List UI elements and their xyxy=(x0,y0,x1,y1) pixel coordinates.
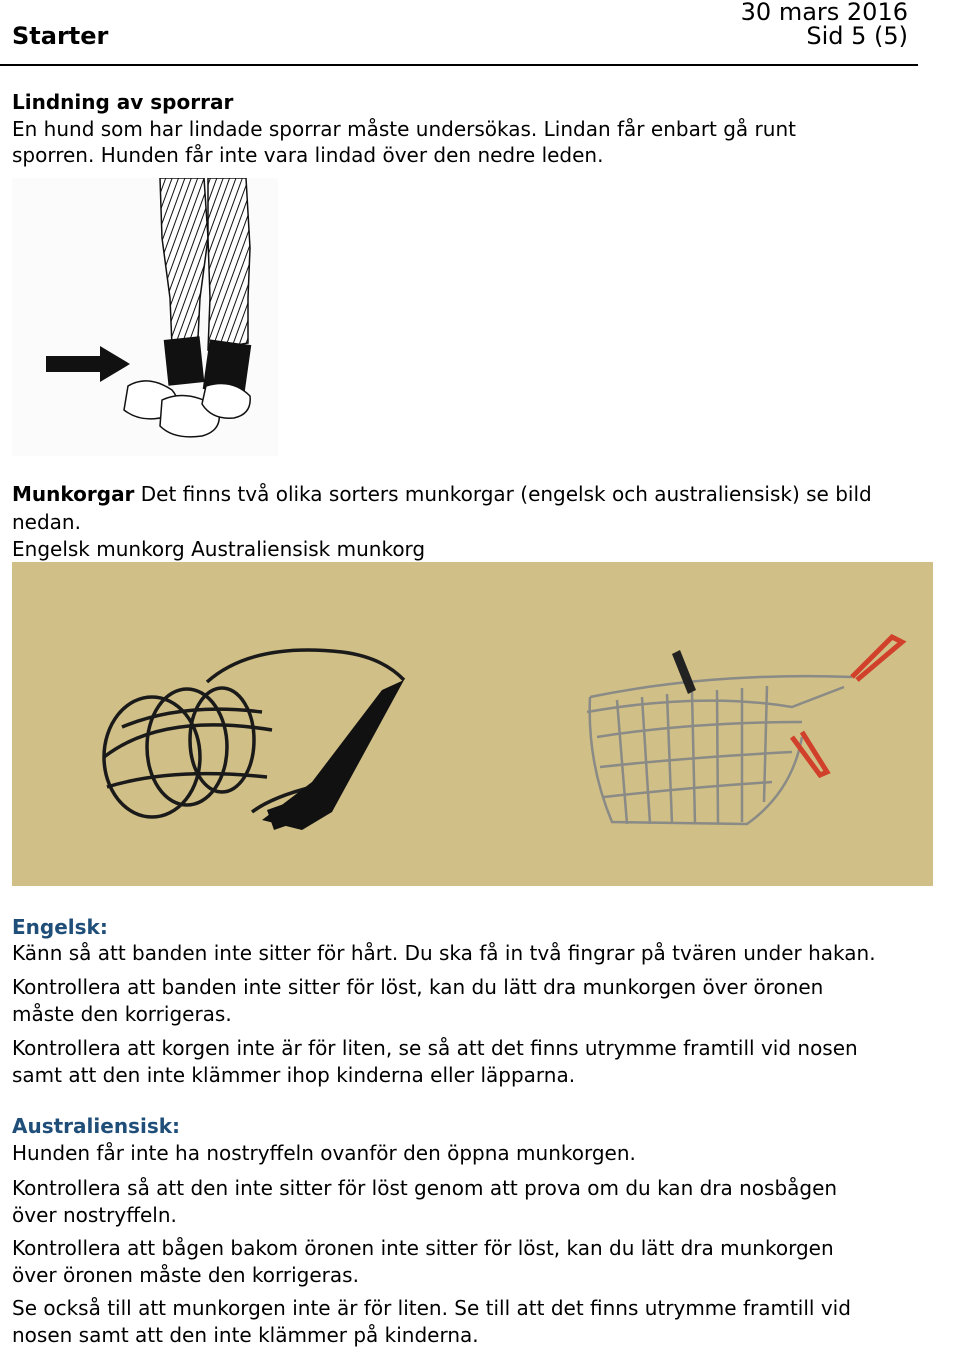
muzzles-photo xyxy=(12,562,933,886)
header-divider xyxy=(0,64,918,66)
australiensisk-text-3-line-2: över öronen måste den korrigeras. xyxy=(12,1263,359,1287)
munkorgar-text-line-1 xyxy=(12,481,960,507)
engelsk-text-3-line-1: Kontrollera att korgen inte är för liten, se så att det finns utrymme framtill vid nosen xyxy=(12,1036,858,1060)
bandaged-legs-illustration xyxy=(12,178,278,456)
munkorgar-text-line-2: nedan. xyxy=(12,510,81,534)
engelsk-text-1: Känn så att banden inte sitter för hårt. Du ska få in två fingrar på tvären under hakan. xyxy=(12,941,876,965)
engelsk-text-3-line-2: samt att den inte klämmer ihop kinderna eller läpparna. xyxy=(12,1063,576,1087)
section-heading-lindning: Lindning av sporrar xyxy=(12,90,234,114)
australiensisk-text-2-line-2: över nostryffeln. xyxy=(12,1203,177,1227)
lindning-text-line-2: sporren. Hunden får inte vara lindad över den nedre leden. xyxy=(12,143,604,167)
section-heading-munkorgar: Munkorgar xyxy=(12,482,135,506)
australiensisk-text-1: Hunden får inte ha nostryffeln ovanför den öppna munkorgen. xyxy=(12,1141,636,1165)
pointer-arrow-icon xyxy=(46,346,130,382)
page-title: Starter xyxy=(12,22,109,50)
australiensisk-text-4-line-2: nosen samt att den inte klämmer på kinderna. xyxy=(12,1323,479,1347)
engelsk-text-2-line-1: Kontrollera att banden inte sitter för löst, kan du lätt dra munkorgen över öronen xyxy=(12,975,824,999)
engelsk-text-2-line-2: måste den korrigeras. xyxy=(12,1002,232,1026)
australiensisk-text-2-line-1: Kontrollera så att den inte sitter för löst genom att prova om du kan dra nosbågen xyxy=(12,1176,838,1200)
header-date: 30 mars 2016 xyxy=(740,0,908,26)
australiensisk-text-4-line-1: Se också till att munkorgen inte är för liten. Se till att det finns utrymme framtill vid xyxy=(12,1296,851,1320)
section-heading-engelsk: Engelsk: xyxy=(12,915,108,939)
section-heading-australiensisk: Australiensisk: xyxy=(12,1114,181,1138)
australiensisk-text-3-line-1: Kontrollera att bågen bakom öronen inte sitter för löst, kan du lätt dra munkorgen xyxy=(12,1236,834,1260)
page-number: Sid 5 (5) xyxy=(806,22,908,50)
muzzle-caption: Engelsk munkorg Australiensisk munkorg xyxy=(12,537,426,561)
lindning-text-line-1: En hund som har lindade sporrar måste undersökas. Lindan får enbart gå runt xyxy=(12,117,796,141)
munkorgar-text-rest: Det finns två olika sorters munkorgar (engelsk och australiensisk) se bild xyxy=(134,482,872,506)
